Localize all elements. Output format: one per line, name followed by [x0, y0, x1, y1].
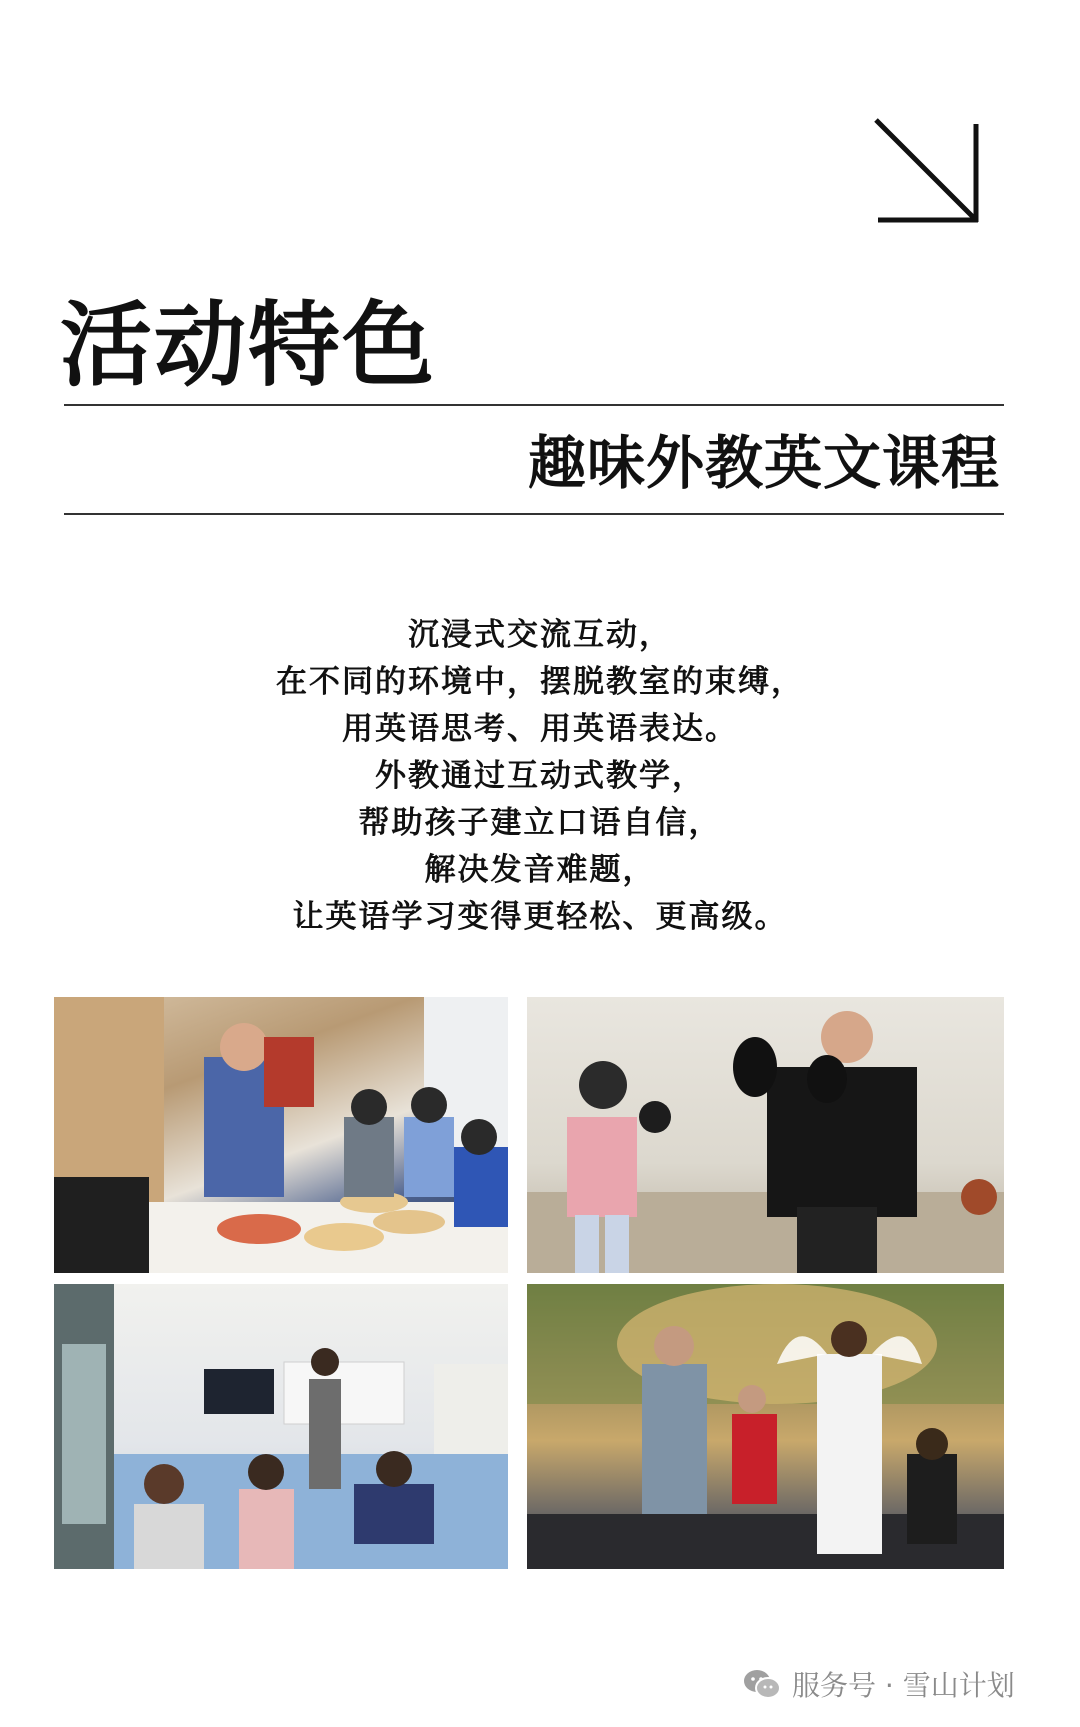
- pizza-class-photo: [54, 997, 508, 1273]
- description-line: 沉浸式交流互动，: [408, 617, 672, 653]
- account-footer: [742, 1664, 1015, 1704]
- description-line: 让英语学习变得更轻松、更高级。: [292, 899, 788, 935]
- boxing-class-photo: [527, 997, 1004, 1273]
- stage-performance-photo: [527, 1284, 1004, 1569]
- description-line: 用英语思考、用英语表达。: [342, 711, 738, 747]
- description-line: 在不同的环境中，摆脱教室的束缚，: [276, 664, 804, 700]
- section-title: 活动特色: [60, 292, 437, 399]
- description-line: 解决发音难题，: [424, 852, 656, 888]
- section-subtitle: 趣味外教英文课程: [527, 429, 1000, 497]
- account-name: 服务号 · 雪山计划: [792, 1669, 1015, 1702]
- arrow-down-right-icon: [868, 112, 986, 230]
- wechat-icon: [742, 1668, 782, 1700]
- description-text: [0, 612, 1080, 941]
- description-line: 外教通过互动式教学，: [375, 758, 705, 794]
- description-line: 帮助孩子建立口语自信，: [358, 805, 722, 841]
- classroom-photo: [54, 1284, 508, 1569]
- divider-top: [64, 404, 1004, 406]
- divider-bottom: [64, 513, 1004, 515]
